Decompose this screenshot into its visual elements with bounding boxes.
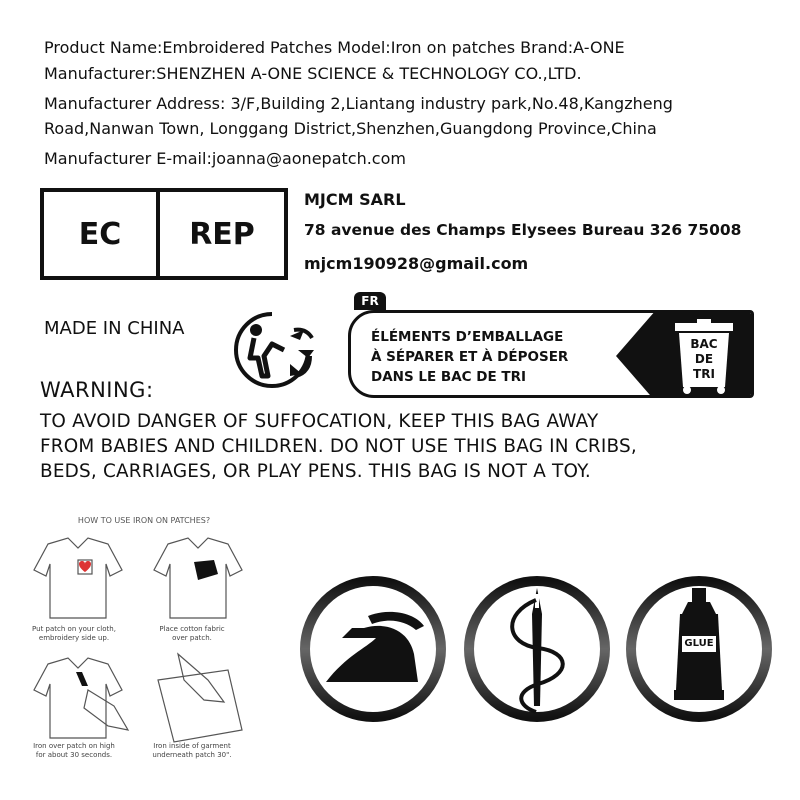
step-2-line-a: Place cotton fabric xyxy=(159,625,225,633)
ec-label: EC xyxy=(78,216,122,252)
triman-text xyxy=(371,327,568,387)
warning-line-1: TO AVOID DANGER OF SUFFOCATION, KEEP THIS BAG AWAY xyxy=(40,411,599,432)
country-tag xyxy=(354,292,386,310)
bin-line-2: DE xyxy=(694,352,714,366)
iron-on-instructions-illustration xyxy=(18,530,274,770)
glue-on-icon xyxy=(624,574,774,724)
triman-line-1: ÉLÉMENTS D’EMBALLAGE xyxy=(371,329,564,345)
glue-label: GLUE xyxy=(684,638,714,649)
country-tag-label: FR xyxy=(361,294,379,308)
instructions-title: HOW TO USE IRON ON PATCHES? xyxy=(77,516,211,525)
iron-on-icon xyxy=(298,574,448,724)
step-3-caption xyxy=(24,742,124,760)
address-line-2: Road,Nanwan Town, Longgang District,Shenzhen,Guangdong Province,China xyxy=(44,119,657,138)
warning-line-3: BEDS, CARRIAGES, OR PLAY PENS. THIS BAG IS NOT A TOY. xyxy=(40,461,591,482)
step-4-line-b: underneath patch 30". xyxy=(152,751,232,759)
step-3-line-b: for about 30 seconds. xyxy=(35,751,113,759)
step-3-line-a: Iron over patch on high xyxy=(33,742,115,750)
bin-text xyxy=(685,337,723,382)
triman-info-panel xyxy=(348,310,754,398)
step-4-caption xyxy=(142,742,242,760)
rep-label: REP xyxy=(189,216,255,252)
manufacturer-email: Manufacturer E-mail:joanna@aonepatch.com xyxy=(44,149,406,168)
warning-line-2: FROM BABIES AND CHILDREN. DO NOT USE THIS BAG IN CRIBS, xyxy=(40,436,637,457)
step-1-line-b: embroidery side up. xyxy=(38,634,110,642)
bin-line-1: BAC xyxy=(690,337,718,351)
address-line-1: Manufacturer Address: 3/F,Building 2,Liantang industry park,No.48,Kangzheng xyxy=(44,94,673,113)
manufacturer-line: Manufacturer:SHENZHEN A-ONE SCIENCE & TECHNOLOGY CO.,LTD. xyxy=(44,64,582,83)
ec-rep-address: 78 avenue des Champs Elysees Bureau 326 75008 xyxy=(304,221,742,239)
ec-rep-email: mjcm190928@gmail.com xyxy=(304,254,529,273)
step-1-caption xyxy=(24,625,124,643)
bin-line-3: TRI xyxy=(693,367,715,381)
triman-line-2: À SÉPARER ET À DÉPOSER xyxy=(371,349,569,365)
warning-body xyxy=(40,409,637,484)
ec-rep-company: MJCM SARL xyxy=(304,190,406,209)
triman-line-3: DANS LE BAC DE TRI xyxy=(371,369,526,385)
step-2-line-b: over patch. xyxy=(172,634,212,642)
sew-on-icon xyxy=(462,574,612,724)
product-info-line: Product Name:Embroidered Patches Model:Iron on patches Brand:A-ONE xyxy=(44,38,625,57)
step-1-line-a: Put patch on your cloth, xyxy=(32,625,116,633)
made-in-china: MADE IN CHINA xyxy=(44,318,185,339)
step-2-caption xyxy=(142,625,242,643)
ec-box xyxy=(40,188,160,280)
step-4-line-a: Iron inside of garment xyxy=(153,742,231,750)
triman-recycle-icon xyxy=(232,306,332,392)
warning-title: WARNING: xyxy=(40,378,154,402)
rep-box xyxy=(156,188,288,280)
